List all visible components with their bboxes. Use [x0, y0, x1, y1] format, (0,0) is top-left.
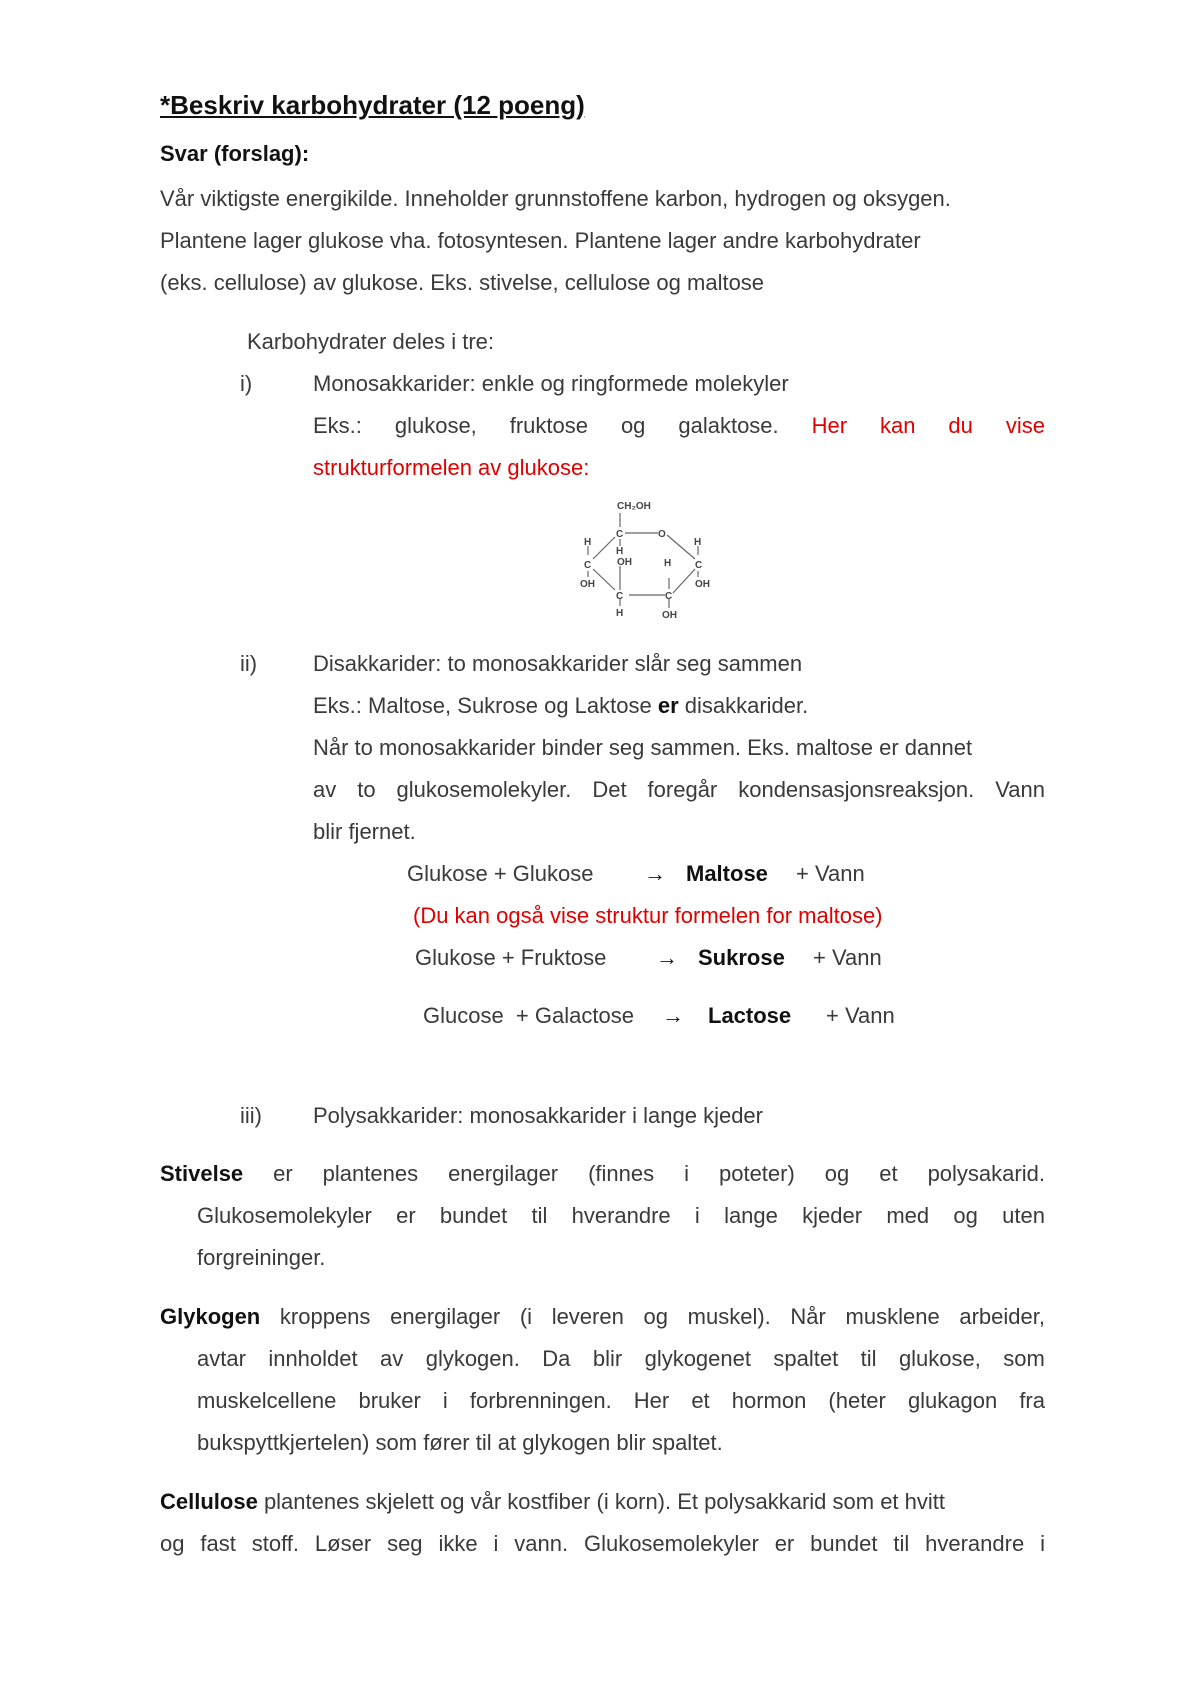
cellulose-word: seg: [387, 1531, 423, 1556]
mono-word: galaktose.: [678, 413, 779, 438]
glykogen-word: glykogenet: [644, 1346, 751, 1371]
glykogen-word: kroppens: [279, 1304, 371, 1329]
struct-oh: OH: [695, 579, 710, 590]
poly-heading: Polysakkarider: monosakkarider i lange kjeder: [313, 1103, 763, 1128]
eq2-left: Glukose + Fruktose: [415, 945, 607, 970]
stivelse-word: Glukosemolekyler: [197, 1203, 372, 1228]
di-examples-pre: Eks.: Maltose, Sukrose og Laktose: [313, 693, 658, 718]
cellulose-word: fast: [200, 1531, 236, 1556]
stivelse-word: i: [684, 1161, 690, 1186]
stivelse-line-3: forgreininger.: [197, 1245, 326, 1270]
list-marker-ii: ii): [240, 651, 258, 676]
cellulose-line-1: [160, 1489, 945, 1515]
eq3-right: + Vann: [826, 1003, 895, 1028]
glykogen-word: blir: [592, 1346, 623, 1371]
stivelse-word: energilager: [448, 1161, 559, 1186]
stivelse-word: plantenes: [322, 1161, 419, 1186]
cellulose-word: bundet: [810, 1531, 878, 1556]
di-word: av: [313, 777, 337, 802]
glykogen-word: muskel).: [687, 1304, 771, 1329]
glykogen-word: et: [691, 1388, 710, 1413]
di-word: glukosemolekyler.: [396, 777, 572, 802]
cellulose-line-1-rest: plantenes skjelett og vår kostfiber (i korn). Et polysakkarid som et hvitt: [263, 1489, 946, 1514]
glucose-structure-figure: [565, 495, 725, 630]
stivelse-word: polysakarid.: [927, 1161, 1045, 1186]
stivelse-word: poteter): [718, 1161, 795, 1186]
mono-word: fruktose: [509, 413, 588, 438]
struct-c: C: [584, 560, 592, 571]
di-para-line-3: blir fjernet.: [313, 819, 416, 844]
stivelse-word: et: [879, 1161, 898, 1186]
stivelse-word: og: [824, 1161, 850, 1186]
struct-c: C: [616, 591, 624, 602]
glykogen-word: spaltet: [773, 1346, 839, 1371]
mono-red-line: strukturformelen av glukose:: [313, 455, 590, 480]
red-word: du: [948, 413, 973, 438]
red-word: kan: [879, 413, 916, 438]
glykogen-word: glykogen.: [425, 1346, 520, 1371]
mono-heading: Monosakkarider: enkle og ringformede molekyler: [313, 371, 789, 396]
red-word: Her: [811, 413, 848, 438]
glykogen-word: som: [1003, 1346, 1045, 1371]
glykogen-line-2: [197, 1346, 1045, 1372]
glykogen-word: til: [860, 1346, 877, 1371]
stivelse-word: og: [953, 1203, 978, 1228]
cellulose-word: hverandre: [925, 1531, 1025, 1556]
eq2-product: Sukrose: [698, 945, 785, 970]
page-title: *Beskriv karbohydrater (12 poeng): [160, 90, 585, 120]
cellulose-line-2: [160, 1531, 1045, 1557]
glykogen-word: fra: [1019, 1388, 1045, 1413]
stivelse-word: (finnes: [588, 1161, 655, 1186]
stivelse-word: uten: [1002, 1203, 1045, 1228]
glykogen-line-4: bukspyttkjertelen) som fører til at glykogen blir spaltet.: [197, 1430, 723, 1455]
eq3-left: Glucose + Galactose: [423, 1003, 634, 1028]
glykogen-word: leveren: [551, 1304, 624, 1329]
di-heading: Disakkarider: to monosakkarider slår seg sammen: [313, 651, 803, 676]
struct-h: H: [616, 546, 624, 557]
stivelse-word: til: [531, 1203, 548, 1228]
struct-o: O: [658, 529, 666, 540]
cellulose-word: og: [160, 1531, 185, 1556]
mono-word: glukose,: [394, 413, 477, 438]
glykogen-word: i: [442, 1388, 448, 1413]
stivelse-word: i: [694, 1203, 700, 1228]
glykogen-word: Når: [790, 1304, 826, 1329]
list-marker-i: i): [240, 371, 253, 396]
eq2-right: + Vann: [813, 945, 882, 970]
stivelse-word: med: [886, 1203, 930, 1228]
glykogen-word: av: [380, 1346, 404, 1371]
di-word: to: [357, 777, 376, 802]
glykogen-word: forbrenningen.: [469, 1388, 612, 1413]
intro-line-1: Vår viktigste energikilde. Inneholder grunnstoffene karbon, hydrogen og oksygen.: [160, 186, 951, 211]
eq3-product: Lactose: [708, 1003, 792, 1028]
cellulose-word: i: [1040, 1531, 1045, 1556]
cellulose-word: stoff.: [251, 1531, 300, 1556]
eq1-left: Glukose + Glukose: [407, 861, 594, 886]
stivelse-word: hverandre: [571, 1203, 671, 1228]
mono-word: og: [620, 413, 646, 438]
maltose-note: (Du kan også vise struktur formelen for maltose): [413, 903, 883, 928]
di-word: foregår: [647, 777, 718, 802]
list-marker-iii: iii): [240, 1103, 262, 1128]
cellulose-word: i: [493, 1531, 499, 1556]
stivelse-word: bundet: [439, 1203, 508, 1228]
cellulose-word: vann.: [514, 1531, 569, 1556]
glykogen-word: arbeider,: [959, 1304, 1045, 1329]
eq3-arrow: →: [662, 1003, 684, 1028]
stivelse-line-1: [160, 1161, 1045, 1187]
glykogen-word: musklene: [845, 1304, 940, 1329]
eq1-product: Maltose: [686, 861, 768, 886]
glykogen-word: muskelcellene: [197, 1388, 337, 1413]
intro-line-2: Plantene lager glukose vha. fotosyntesen. Plantene lager andre karbohydrater: [160, 228, 921, 253]
di-word: kondensasjonsreaksjon.: [738, 777, 975, 802]
cellulose-term: Cellulose: [160, 1489, 258, 1514]
struct-h: H: [664, 558, 672, 569]
cellulose-word: Glukosemolekyler: [583, 1531, 759, 1556]
cellulose-word: til: [893, 1531, 910, 1556]
struct-oh: OH: [617, 557, 632, 568]
glykogen-word: (heter: [828, 1388, 886, 1413]
di-examples-post: disakkarider.: [678, 693, 809, 718]
stivelse-word: er: [396, 1203, 416, 1228]
division-intro: Karbohydrater deles i tre:: [247, 329, 495, 354]
di-word: Det: [592, 777, 627, 802]
stivelse-term: Stivelse: [160, 1161, 244, 1186]
glykogen-word: Da: [542, 1346, 571, 1371]
cellulose-word: ikke: [438, 1531, 478, 1556]
glykogen-word: (i: [519, 1304, 533, 1329]
di-examples: [313, 693, 808, 719]
cellulose-word: Løser: [314, 1531, 372, 1556]
glykogen-word: Her: [633, 1388, 670, 1413]
stivelse-word: kjeder: [802, 1203, 863, 1228]
struct-h: H: [616, 608, 624, 619]
glykogen-line-3: [197, 1388, 1045, 1414]
glykogen-line-1: [160, 1304, 1045, 1330]
di-para-line-2: [313, 777, 1045, 803]
eq2-arrow: →: [656, 945, 678, 970]
glykogen-word: hormon: [731, 1388, 807, 1413]
glykogen-word: innholdet: [268, 1346, 358, 1371]
stivelse-word: lange: [724, 1203, 778, 1228]
struct-top: CH₂OH: [617, 501, 651, 512]
eq1-right: + Vann: [796, 861, 865, 886]
red-word: vise: [1005, 413, 1045, 438]
eq1-arrow: →: [644, 861, 666, 886]
cellulose-word: er: [774, 1531, 795, 1556]
struct-oh: OH: [662, 610, 677, 621]
struct-c: C: [616, 529, 624, 540]
mono-examples-line: [313, 413, 1045, 439]
struct-c: C: [665, 591, 673, 602]
glykogen-word: glukagon: [907, 1388, 998, 1413]
stivelse-line-2: [197, 1203, 1045, 1229]
glykogen-word: glukose,: [898, 1346, 981, 1371]
glykogen-word: bruker: [358, 1388, 421, 1413]
struct-oh: OH: [580, 579, 595, 590]
glykogen-term: Glykogen: [160, 1304, 261, 1329]
struct-c: C: [695, 560, 703, 571]
glykogen-word: energilager: [390, 1304, 501, 1329]
di-word: Vann: [995, 777, 1045, 802]
struct-h: H: [584, 537, 592, 548]
intro-line-3: (eks. cellulose) av glukose. Eks. stivelse, cellulose og maltose: [160, 270, 765, 295]
glykogen-word: avtar: [197, 1346, 246, 1371]
answer-label: Svar (forslag):: [160, 141, 310, 166]
glykogen-word: og: [643, 1304, 668, 1329]
di-examples-bold: er: [657, 693, 679, 718]
struct-h: H: [694, 537, 702, 548]
mono-word: Eks.:: [313, 413, 362, 438]
di-para-line-1: Når to monosakkarider binder seg sammen. Eks. maltose er dannet: [313, 735, 973, 760]
stivelse-word: er: [273, 1161, 293, 1186]
